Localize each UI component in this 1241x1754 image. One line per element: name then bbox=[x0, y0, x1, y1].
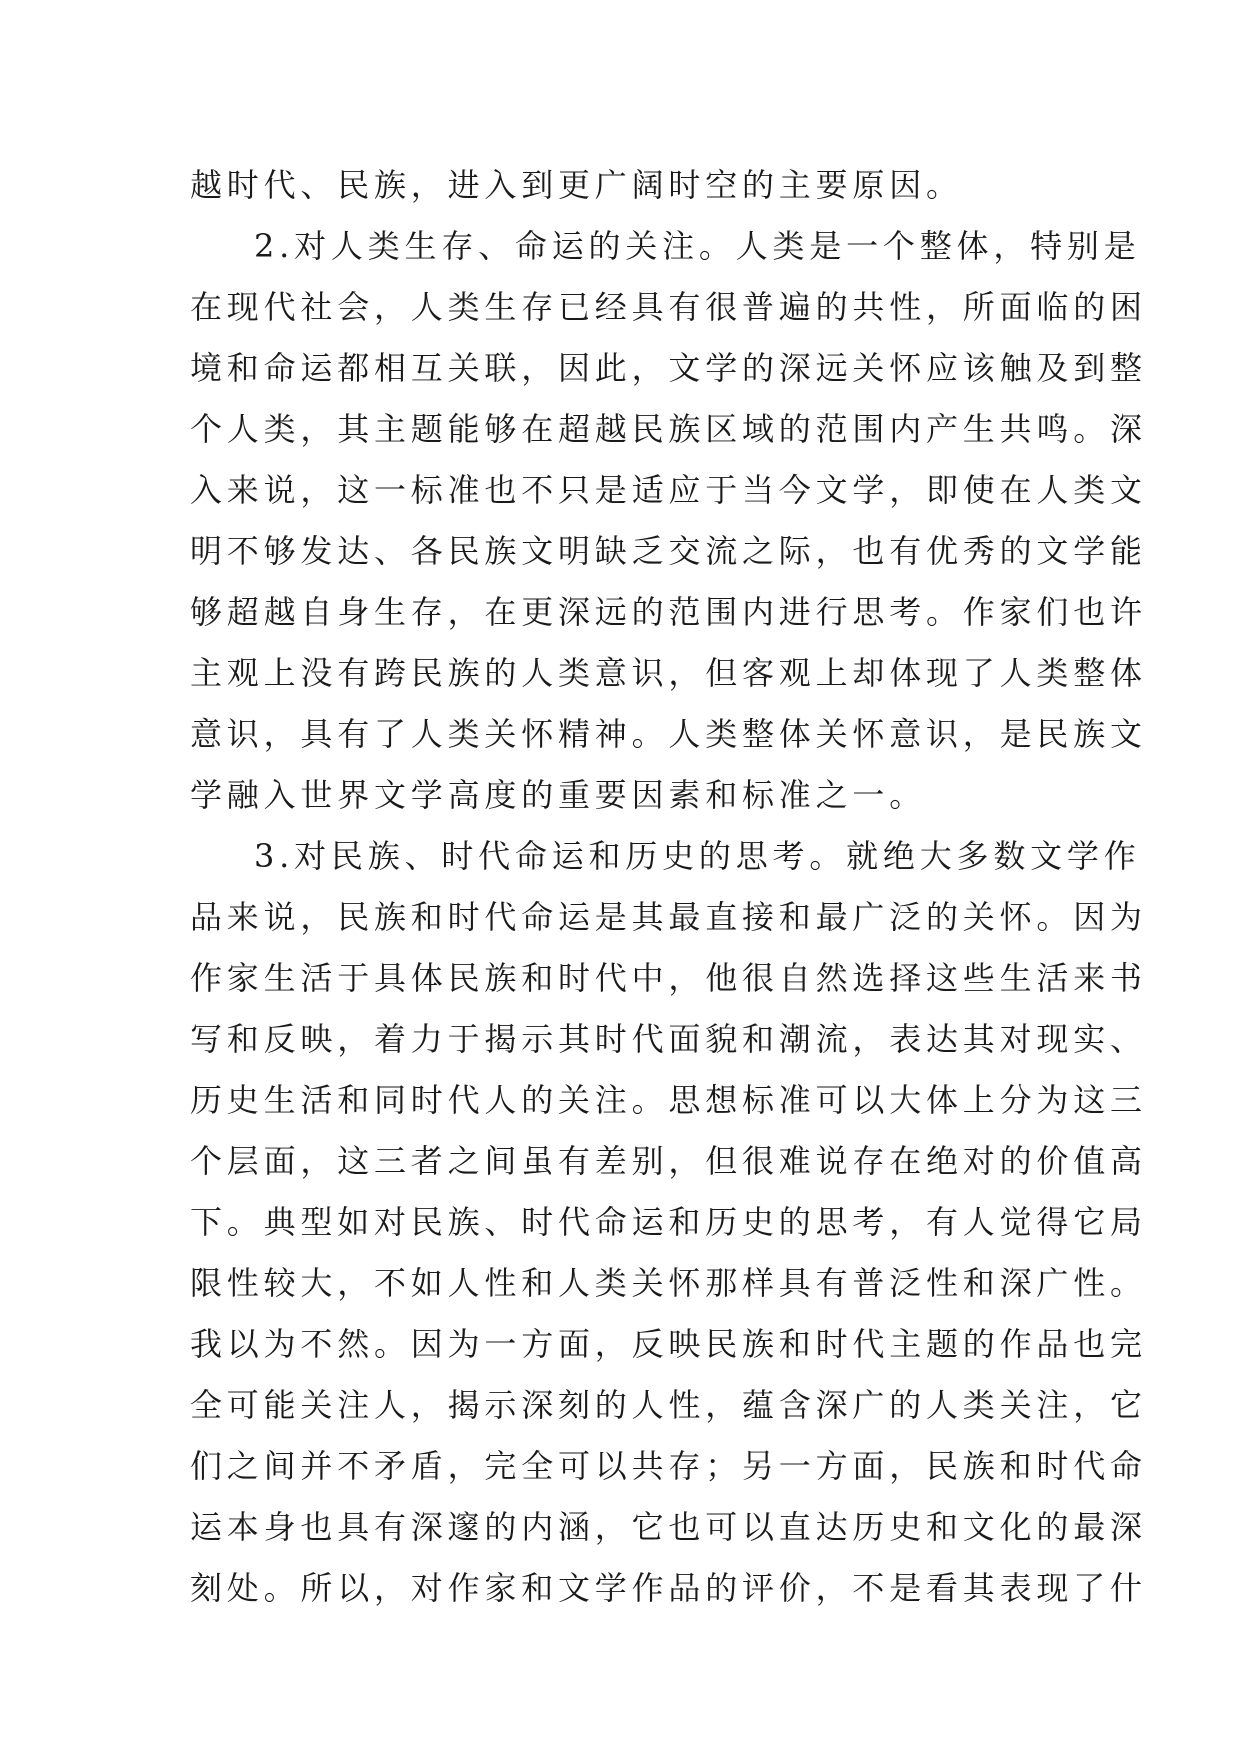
text-line: 境和命运都相互关联，因此，文学的深远关怀应该触及到整 bbox=[190, 349, 1147, 387]
text-line: 学融入世界文学高度的重要因素和标准之一。 bbox=[190, 776, 927, 814]
text-line: 明不够发达、各民族文明缺乏交流之际，也有优秀的文学能 bbox=[190, 532, 1147, 570]
body-text bbox=[190, 155, 1147, 1619]
text-line: 运本身也具有深邃的内涵，它也可以直达历史和文化的最深 bbox=[190, 1508, 1147, 1546]
text-line: 限性较大，不如人性和人类关怀那样具有普泛性和深广性。 bbox=[190, 1264, 1147, 1302]
text-line: 个层面，这三者之间虽有差别，但很难说存在绝对的价值高 bbox=[190, 1142, 1147, 1180]
text-line: 在现代社会，人类生存已经具有很普遍的共性，所面临的困 bbox=[190, 288, 1147, 326]
text-line: 个人类，其主题能够在超越民族区域的范围内产生共鸣。深 bbox=[190, 410, 1147, 448]
text-line: 写和反映，着力于揭示其时代面貌和潮流，表达其对现实、 bbox=[190, 1020, 1147, 1058]
text-line: 越时代、民族，进入到更广阔时空的主要原因。 bbox=[190, 166, 963, 204]
text-line: 下。典型如对民族、时代命运和历史的思考，有人觉得它局 bbox=[190, 1203, 1147, 1241]
paragraph-3-start: 3.对民族、时代命运和历史的思考。就绝大多数文学作 bbox=[254, 837, 1141, 875]
text-line: 历史生活和同时代人的关注。思想标准可以大体上分为这三 bbox=[190, 1081, 1147, 1119]
text-line: 我以为不然。因为一方面，反映民族和时代主题的作品也完 bbox=[190, 1325, 1147, 1363]
text-line: 刻处。所以，对作家和文学作品的评价，不是看其表现了什 bbox=[190, 1569, 1147, 1607]
text-line: 们之间并不矛盾，完全可以共存；另一方面，民族和时代命 bbox=[190, 1447, 1147, 1485]
text-line: 主观上没有跨民族的人类意识，但客观上却体现了人类整体 bbox=[190, 654, 1147, 692]
text-line: 作家生活于具体民族和时代中，他很自然选择这些生活来书 bbox=[190, 959, 1147, 997]
text-line: 全可能关注人，揭示深刻的人性，蕴含深广的人类关注，它 bbox=[190, 1386, 1147, 1424]
paragraph-2-start: 2.对人类生存、命运的关注。人类是一个整体，特别是 bbox=[254, 227, 1141, 265]
text-line: 够超越自身生存，在更深远的范围内进行思考。作家们也许 bbox=[190, 593, 1147, 631]
text-line: 入来说，这一标准也不只是适应于当今文学，即使在人类文 bbox=[190, 471, 1147, 509]
text-line: 意识，具有了人类关怀精神。人类整体关怀意识，是民族文 bbox=[190, 715, 1147, 753]
text-line: 品来说，民族和时代命运是其最直接和最广泛的关怀。因为 bbox=[190, 898, 1147, 936]
